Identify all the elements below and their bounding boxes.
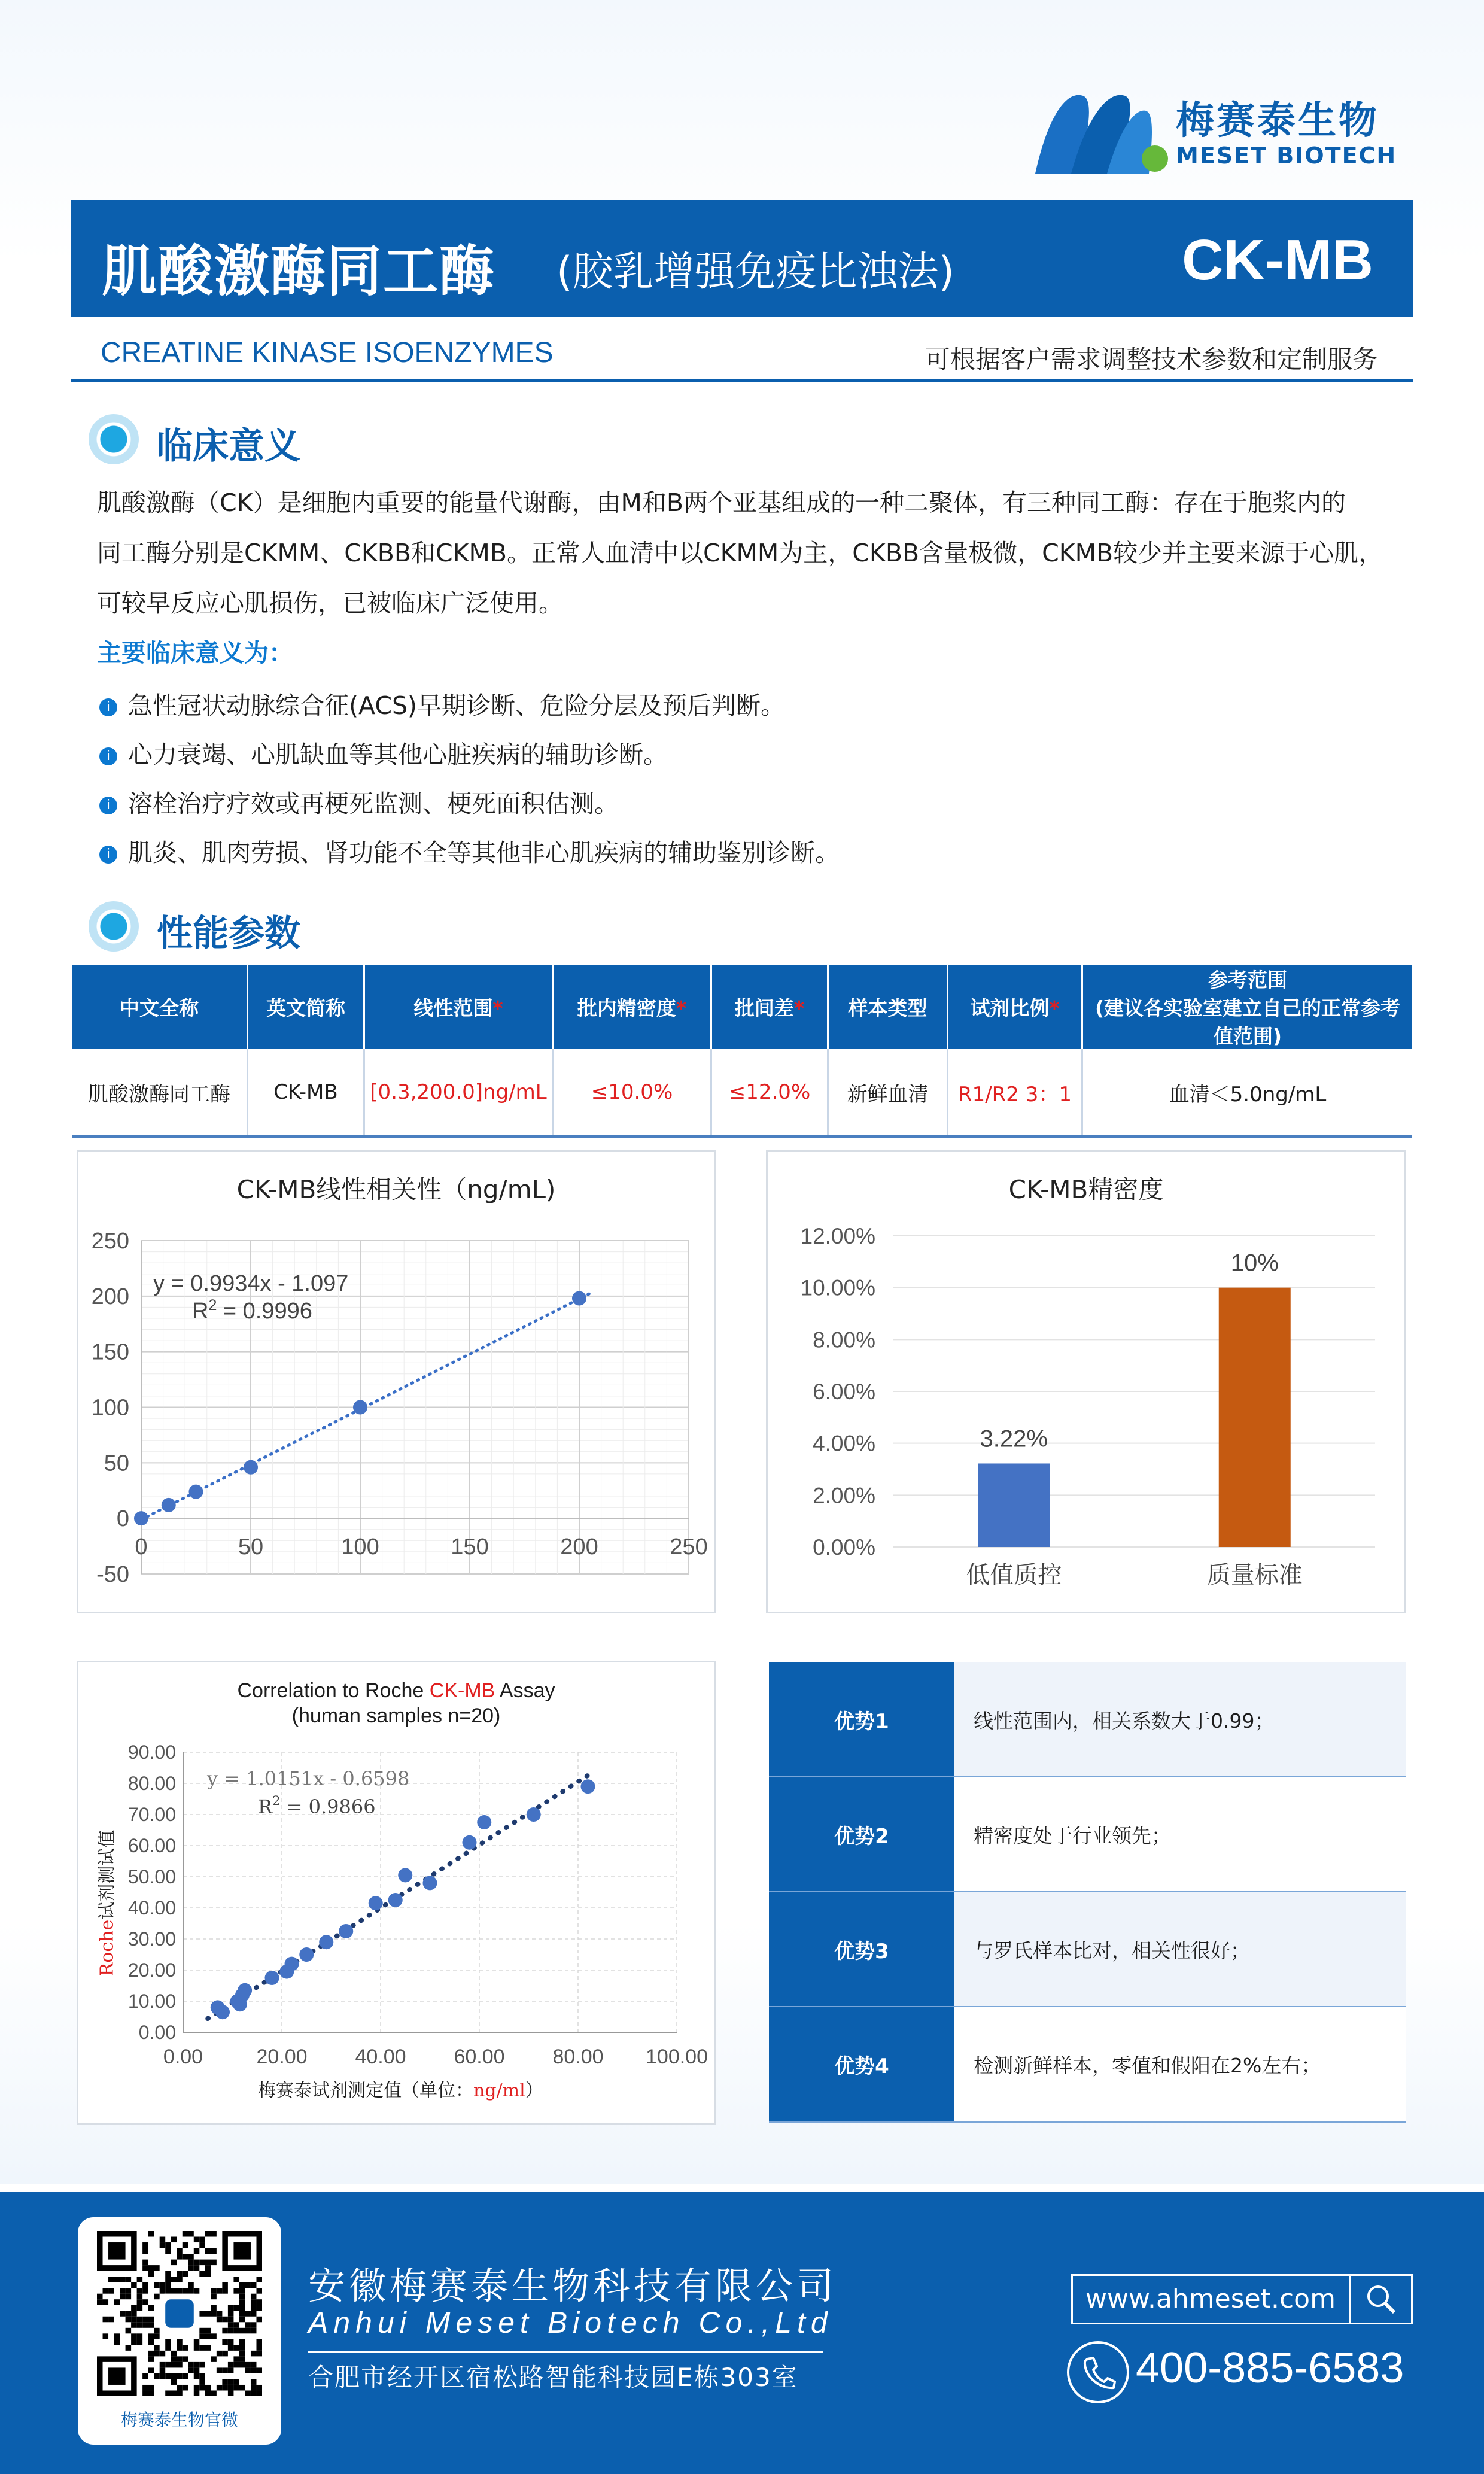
phone-number[interactable]: 400-885-6583 bbox=[1136, 2344, 1404, 2392]
data-point bbox=[233, 1997, 247, 2011]
col-header: 参考范围 (建议各实验室建立自己的正常参考值范围) bbox=[1082, 965, 1413, 1049]
advantage-text: 检测新鲜样本，零值和假阳在2%左右； bbox=[974, 2053, 1321, 2077]
table-cell: CK-MB bbox=[248, 1049, 364, 1136]
x-tick-label: 50 bbox=[238, 1534, 264, 1560]
company-name-en: Anhui Meset Biotech Co.,Ltd bbox=[308, 2306, 833, 2339]
y-tick-label: 250 bbox=[91, 1229, 129, 1254]
y-tick-label: 200 bbox=[91, 1284, 129, 1309]
y-tick-label: 0 bbox=[116, 1506, 129, 1532]
product-code: CK-MB bbox=[1182, 228, 1373, 292]
r-squared-label: $R^2 = 0.9996$ bbox=[192, 1297, 312, 1324]
table-cell: ≤10.0% bbox=[553, 1049, 711, 1136]
company-name-cn: 安徽梅赛泰生物科技有限公司 bbox=[308, 2264, 838, 2308]
chart-title: CK-MB精密度 bbox=[1008, 1175, 1164, 1204]
table-cell: [0.3,200.0]ng/mL bbox=[364, 1049, 553, 1136]
data-point bbox=[285, 1957, 299, 1971]
data-label: 10% bbox=[1230, 1250, 1279, 1276]
info-icon: i bbox=[99, 698, 117, 716]
table-cell: ≤12.0% bbox=[711, 1049, 828, 1136]
info-icon: i bbox=[99, 846, 117, 864]
qr-caption: 梅赛泰生物官微 bbox=[120, 2410, 238, 2430]
x-tick-label: 100.00 bbox=[646, 2046, 708, 2068]
y-tick-label: 12.00% bbox=[800, 1224, 875, 1248]
advantage-label: 优势4 bbox=[769, 2007, 954, 2121]
x-tick-label: 200 bbox=[560, 1534, 598, 1560]
x-tick-label: 60.00 bbox=[454, 2046, 505, 2068]
data-point bbox=[388, 1893, 403, 1907]
data-point bbox=[339, 1924, 353, 1938]
advantage-text: 线性范围内，相关系数大于0.99； bbox=[974, 1709, 1275, 1733]
col-header: 试剂比例* bbox=[948, 965, 1082, 1049]
header-divider bbox=[71, 379, 1413, 382]
brand-name-en: MESET BIOTECH bbox=[1176, 142, 1397, 169]
table-row bbox=[72, 1049, 1412, 1136]
precision-chart bbox=[766, 1150, 1406, 1613]
section-bullet-icon bbox=[89, 901, 139, 952]
col-header: 样本类型 bbox=[828, 965, 948, 1049]
data-point bbox=[299, 1947, 314, 1962]
x-category-label: 质量标准 bbox=[1206, 1561, 1303, 1589]
clinical-bullet: i 肌炎、肌肉劳损、肾功能不全等其他非心肌疾病的辅助鉴别诊断。 bbox=[99, 833, 840, 868]
y-tick-label: 4.00% bbox=[813, 1431, 875, 1456]
data-point bbox=[319, 1935, 333, 1949]
table-cell: 肌酸激酶同工酶 bbox=[72, 1049, 248, 1136]
performance-table bbox=[72, 965, 1412, 1138]
y-tick-label: 90.00 bbox=[127, 1741, 176, 1763]
data-point bbox=[162, 1498, 176, 1512]
company-address: 合肥市经开区宿松路智能科技园E栋303室 bbox=[308, 2363, 798, 2392]
info-icon: i bbox=[99, 797, 117, 814]
custom-service-note: 可根据客户需求调整技术参数和定制服务 bbox=[925, 345, 1377, 374]
clinical-bullet: i 心力衰竭、心肌缺血等其他心脏疾病的辅助诊断。 bbox=[99, 735, 668, 770]
clinical-subheading: 主要临床意义为： bbox=[97, 639, 293, 667]
col-header: 线性范围* bbox=[364, 965, 553, 1049]
correlation-chart-svg bbox=[78, 1662, 714, 2123]
x-tick-label: 0 bbox=[135, 1534, 148, 1560]
y-tick-label: 10.00 bbox=[127, 1990, 176, 2012]
x-tick-label: 80.00 bbox=[552, 2046, 604, 2068]
correlation-chart bbox=[77, 1661, 716, 2125]
y-tick-label: 6.00% bbox=[813, 1379, 875, 1404]
x-tick-label: 20.00 bbox=[256, 2046, 308, 2068]
advantage-label: 优势3 bbox=[769, 1892, 954, 2006]
y-tick-label: 0.00% bbox=[813, 1535, 875, 1560]
y-tick-label: 8.00% bbox=[813, 1327, 875, 1353]
linearity-chart bbox=[77, 1150, 716, 1613]
chart-title: Correlation to Roche CK-MB Assay bbox=[237, 1679, 555, 1702]
advantage-row bbox=[769, 1777, 1406, 1894]
regression-equation: y = 0.9934x - 1.097 bbox=[153, 1271, 349, 1296]
x-category-label: 低值质控 bbox=[966, 1561, 1062, 1589]
data-point bbox=[581, 1779, 595, 1794]
y-tick-label: 2.00% bbox=[813, 1483, 875, 1508]
data-point bbox=[265, 1971, 279, 1985]
product-method: (胶乳增强免疫比浊法) bbox=[556, 248, 955, 296]
y-tick-label: 50 bbox=[104, 1451, 129, 1476]
clinical-line: 同工酶分别是CKMM、CKBB和CKMB。正常人血清中以CKMM为主，CKBB含量极微，CKMB较少并主要来源于心肌， bbox=[97, 539, 1383, 567]
data-point bbox=[215, 2005, 230, 2019]
regression-equation: y = 1.0151x - 0.6598 bbox=[207, 1767, 410, 1790]
linearity-chart-svg bbox=[78, 1152, 714, 1612]
qr-code-icon[interactable] bbox=[97, 2231, 262, 2396]
y-tick-label: 0.00 bbox=[138, 2022, 176, 2043]
y-tick-label: 50.00 bbox=[127, 1866, 176, 1888]
info-icon: i bbox=[99, 747, 117, 765]
y-axis-label: Roche试剂测试值 bbox=[96, 1829, 118, 1977]
performance-heading: 性能参数 bbox=[157, 913, 300, 955]
clinical-heading: 临床意义 bbox=[157, 425, 300, 467]
phone-icon bbox=[1067, 2341, 1129, 2403]
clinical-bullet: i 急性冠状动脉综合征(ACS)早期诊断、危险分层及预后判断。 bbox=[99, 686, 785, 721]
x-tick-label: 100 bbox=[341, 1534, 379, 1560]
search-icon[interactable] bbox=[1349, 2276, 1411, 2323]
precision-chart-svg bbox=[768, 1152, 1404, 1612]
table-header-row bbox=[72, 965, 1412, 1049]
data-point bbox=[477, 1815, 491, 1829]
data-point bbox=[398, 1868, 412, 1882]
advantage-row bbox=[769, 1892, 1406, 2008]
y-tick-label: 10.00% bbox=[800, 1275, 875, 1300]
col-header: 英文简称 bbox=[248, 965, 364, 1049]
col-header: 批间差* bbox=[711, 965, 828, 1049]
data-point bbox=[238, 1983, 252, 1998]
y-tick-label: 40.00 bbox=[127, 1897, 176, 1919]
y-tick-label: 60.00 bbox=[127, 1835, 176, 1856]
col-header: 中文全称 bbox=[72, 965, 248, 1049]
clinical-line: 肌酸激酶（CK）是细胞内重要的能量代谢酶，由M和B两个亚基组成的一种二聚体，有三种同工酶：存在于胞浆内的 bbox=[97, 488, 1346, 517]
chart-title: CK-MB线性相关性（ng/mL) bbox=[236, 1175, 556, 1204]
data-point bbox=[527, 1807, 541, 1822]
section-bullet-icon bbox=[89, 414, 139, 464]
advantage-text: 精密度处于行业领先； bbox=[974, 1823, 1171, 1847]
clinical-paragraph bbox=[97, 478, 1395, 628]
y-tick-label: 30.00 bbox=[127, 1928, 176, 1950]
clinical-bullet: i 溶栓治疗疗效或再梗死监测、梗死面积估测。 bbox=[99, 784, 619, 819]
product-english-name: CREATINE KINASE ISOENZYMES bbox=[101, 337, 554, 369]
advantage-text: 与罗氏样本比对，相关性很好； bbox=[974, 1938, 1250, 1962]
footer-divider bbox=[308, 2351, 823, 2353]
advantage-row bbox=[769, 2007, 1406, 2123]
x-tick-label: 0.00 bbox=[163, 2046, 203, 2068]
data-point bbox=[353, 1400, 367, 1415]
data-point bbox=[189, 1485, 203, 1499]
advantage-row bbox=[769, 1662, 1406, 1779]
y-tick-label: 80.00 bbox=[127, 1773, 176, 1794]
brand-logo-icon bbox=[1029, 84, 1173, 180]
data-point bbox=[369, 1896, 383, 1910]
data-point bbox=[244, 1460, 258, 1475]
chart-subtitle: (human samples n=20) bbox=[291, 1704, 501, 1727]
r-squared-label: $R^2 = 0.9866$ bbox=[258, 1794, 376, 1818]
brand-name-cn: 梅赛泰生物 bbox=[1176, 99, 1379, 143]
clinical-line: 可较早反应心肌损伤，已被临床广泛使用。 bbox=[97, 589, 563, 618]
x-tick-label: 250 bbox=[670, 1534, 708, 1560]
y-tick-label: -50 bbox=[96, 1562, 129, 1587]
data-label: 3.22% bbox=[980, 1426, 1048, 1452]
website-box[interactable] bbox=[1071, 2274, 1413, 2324]
bar bbox=[1219, 1288, 1291, 1547]
data-point bbox=[423, 1876, 437, 1890]
website-link[interactable]: www.ahmeset.com bbox=[1085, 2284, 1336, 2314]
y-tick-label: 150 bbox=[91, 1339, 129, 1365]
table-cell: 血清＜5.0ng/mL bbox=[1082, 1049, 1413, 1136]
y-tick-label: 100 bbox=[91, 1395, 129, 1421]
col-header: 批内精密度* bbox=[553, 965, 711, 1049]
x-axis-label: 梅赛泰试剂测定值（单位：ng/ml） bbox=[258, 2080, 543, 2101]
bar bbox=[978, 1463, 1050, 1547]
y-tick-label: 20.00 bbox=[127, 1959, 176, 1981]
table-cell: 新鲜血清 bbox=[828, 1049, 948, 1136]
y-tick-label: 70.00 bbox=[127, 1804, 176, 1825]
data-point bbox=[134, 1511, 148, 1525]
advantage-label: 优势2 bbox=[769, 1777, 954, 1891]
x-tick-label: 40.00 bbox=[355, 2046, 406, 2068]
x-tick-label: 150 bbox=[451, 1534, 489, 1560]
table-cell: R1/R2 3：1 bbox=[948, 1049, 1082, 1136]
product-title: 肌酸激酶同工酶 bbox=[102, 239, 496, 303]
data-point bbox=[572, 1291, 586, 1306]
advantage-label: 优势1 bbox=[769, 1662, 954, 1776]
data-point bbox=[463, 1835, 477, 1850]
